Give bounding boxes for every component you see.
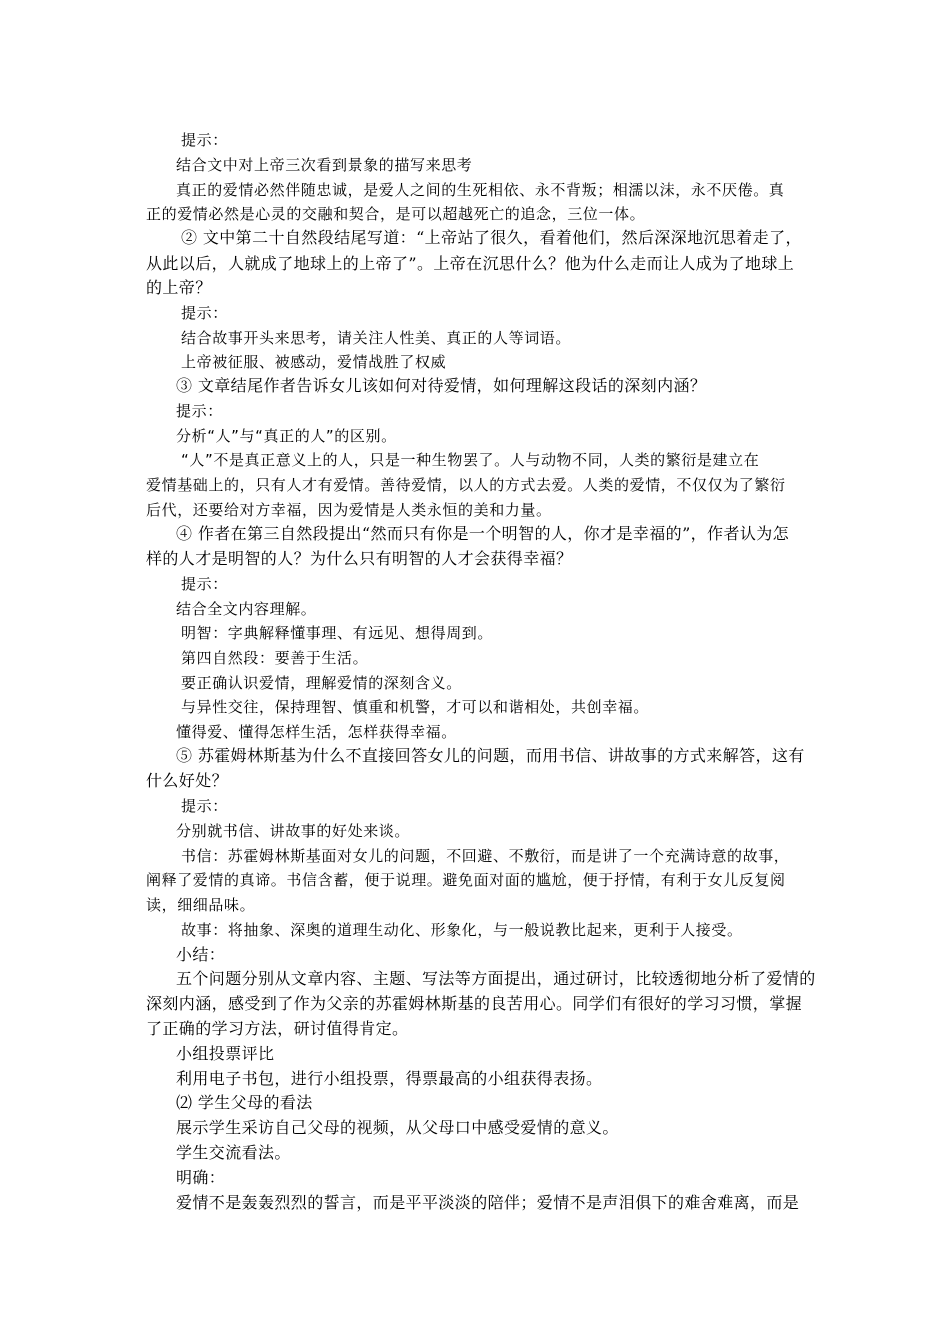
paragraph-line: 故事：将抽象、深奥的道理生动化、形象化，与一般说教比起来，更利于人接受。 (181, 921, 743, 939)
paragraph-line: 什么好处？ (146, 771, 229, 790)
paragraph-line: 爱情不是轰轰烈烈的誓言，而是平平淡淡的陪伴；爱情不是声泪俱下的难舍难离，而是 (176, 1193, 800, 1212)
hint-label: 提示： (176, 402, 223, 420)
paragraph-line: 样的人才是明智的人？为什么只有明智的人才会获得幸福？ (146, 549, 573, 568)
paragraph-line: 深刻内涵，感受到了作为父亲的苏霍姆林斯基的良苦用心。同学们有很好的学习习惯，掌握 (146, 994, 803, 1013)
summary-label: 小结： (176, 945, 226, 964)
paragraph-line: 结合全文内容理解。 (176, 600, 317, 618)
hint-label: 提示： (181, 131, 228, 149)
paragraph-line: 结合文中对上帝三次看到景象的描写来思考 (176, 156, 473, 174)
paragraph-line: 明智：字典解释懂事理、有远见、想得周到。 (181, 624, 494, 642)
paragraph-line: 利用电子书包，进行小组投票，得票最高的小组获得表扬。 (176, 1069, 603, 1088)
hint-label: 提示： (181, 575, 228, 593)
paragraph-line: 分析“人”与“真正的人”的区别。 (176, 427, 397, 445)
paragraph-line: 要正确认识爱情，理解爱情的深刻含义。 (181, 674, 462, 692)
hint-label: 提示： (181, 797, 228, 815)
paragraph-line: 的上帝？ (146, 278, 212, 297)
conclusion-label: 明确： (176, 1168, 226, 1187)
hint-label: 提示： (181, 304, 228, 322)
paragraph-line: 读，细细品味。 (146, 896, 256, 914)
question-heading: ④ 作者在第三自然段提出“然而只有你是一个明智的人，你才是幸福的”，作者认为怎 (176, 524, 790, 543)
paragraph-line: 第四自然段：要善于生活。 (181, 649, 369, 667)
paragraph-line: 从此以后，人就成了地球上的上帝了”。上帝在沉思什么？他为什么走而让人成为了地球上 (146, 254, 795, 273)
paragraph-line: 真正的爱情必然伴随忠诚，是爱人之间的生死相依、永不背叛；相濡以沫，永不厌倦。真 (176, 181, 785, 199)
paragraph-line: 爱情基础上的，只有人才有爱情。善待爱情，以人的方式去爱。人类的爱情，不仅仅为了繁衍 (146, 476, 786, 494)
paragraph-line: 展示学生采访自己父母的视频，从父母口中感受爱情的意义。 (176, 1118, 619, 1137)
section-heading: ⑵ 学生父母的看法 (176, 1093, 313, 1112)
section-heading: 小组投票评比 (176, 1044, 275, 1063)
paragraph-line: 懂得爱、懂得怎样生活，怎样获得幸福。 (176, 723, 457, 741)
paragraph-line: 结合故事开头来思考，请关注人性美、真正的人等词语。 (181, 329, 572, 347)
paragraph-line: “人”不是真正意义上的人，只是一种生物罢了。人与动物不同，人类的繁衍是建立在 (181, 451, 760, 469)
paragraph-line: 阐释了爱情的真谛。书信含蓄，便于说理。避免面对面的尴尬，便于抒情，有利于女儿反复阅 (146, 871, 786, 889)
paragraph-line: 正的爱情必然是心灵的交融和契合，是可以超越死亡的追念，三位一体。 (146, 205, 646, 223)
paragraph-line: 后代，还要给对方幸福，因为爱情是人类永恒的美和力量。 (146, 501, 552, 519)
paragraph-line: 了正确的学习方法，研讨值得肯定。 (146, 1019, 409, 1038)
paragraph-line: 上帝被征服、被感动，爱情战胜了权威 (181, 353, 447, 371)
paragraph-line: 学生交流看法。 (176, 1143, 291, 1162)
question-heading: ③ 文章结尾作者告诉女儿该如何对待爱情，如何理解这段话的深刻内涵？ (176, 376, 707, 395)
question-heading: ② 文中第二十自然段结尾写道：“上帝站了很久，看着他们，然后深深地沉思着走了， (181, 228, 802, 247)
paragraph-line: 书信：苏霍姆林斯基面对女儿的问题，不回避、不敷衍，而是讲了一个充满诗意的故事， (181, 847, 790, 865)
paragraph-line: 分别就书信、讲故事的好处来谈。 (176, 822, 411, 840)
paragraph-line: 与异性交往，保持理智、慎重和机警，才可以和谐相处，共创幸福。 (181, 698, 650, 716)
question-heading: ⑤ 苏霍姆林斯基为什么不直接回答女儿的问题，而用书信、讲故事的方式来解答，这有 (176, 746, 805, 765)
paragraph-line: 五个问题分别从文章内容、主题、写法等方面提出，通过研讨，比较透彻地分析了爱情的 (176, 969, 816, 988)
